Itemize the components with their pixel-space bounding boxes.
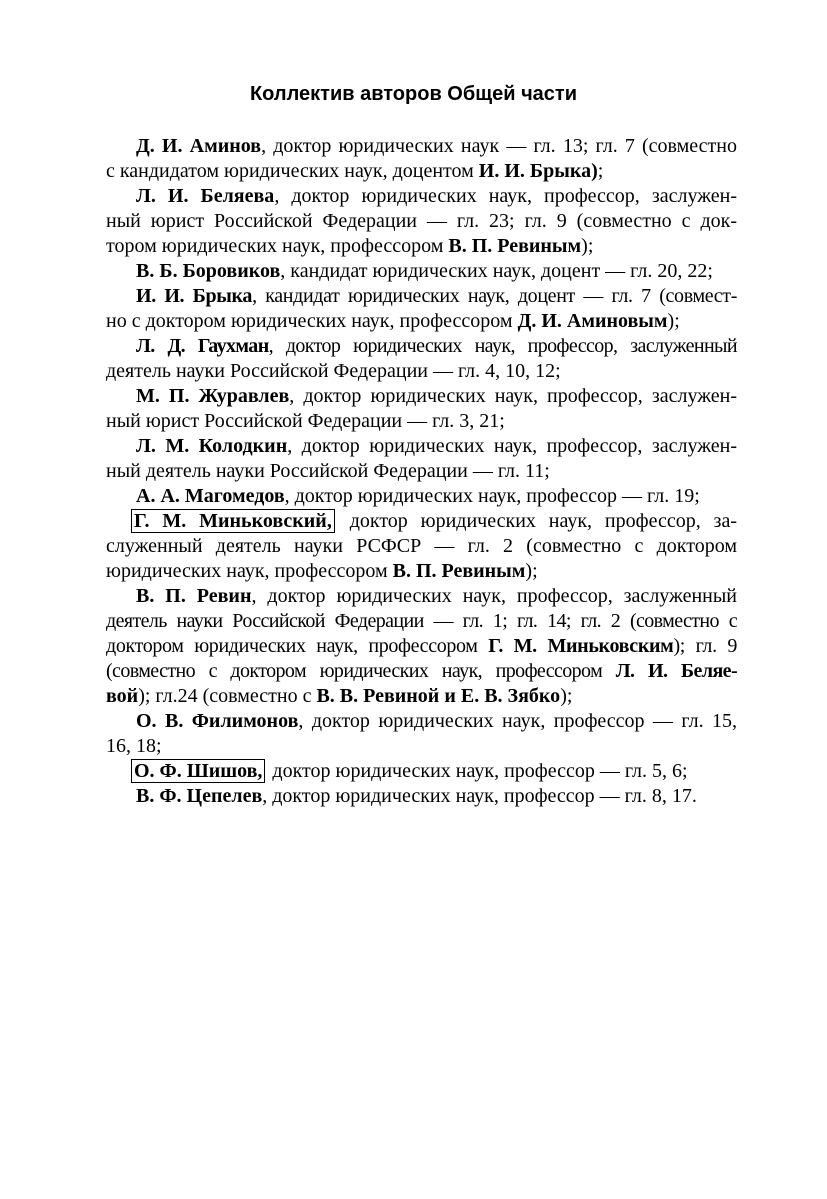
- author-entry-line: [106, 284, 737, 309]
- author-description: деятель науки Российской Федерации — гл. 1; гл. 14; гл. 2 (совместно с: [106, 610, 737, 632]
- author-name: Л. И. Беляева: [136, 185, 275, 207]
- coauthor-name: Л. И. Беляе-: [615, 660, 738, 682]
- author-name: Л. Д. Гаухман: [136, 335, 269, 357]
- coauthor-name: вой: [106, 685, 139, 707]
- author-entry-line: [106, 359, 737, 384]
- author-entry-line: [106, 784, 737, 809]
- author-entry-line: [106, 684, 737, 709]
- coauthor-name: В. В. Ревиной и Е. В. Зябко: [316, 685, 561, 707]
- author-entry-line: [106, 484, 737, 509]
- author-description: деятель науки Российской Федерации — гл. 4, 10, 12;: [106, 360, 561, 382]
- author-description: но с доктором юридических наук, профессором: [106, 310, 518, 332]
- coauthor-name: Г. М. Миньковским: [488, 635, 674, 657]
- author-description: доктором юридических наук, профессором: [106, 635, 489, 657]
- author-description: , доктор юридических наук — гл. 13; гл. 7 (совместно: [261, 135, 738, 157]
- author-description: с кандидатом юридических наук, доцентом: [106, 160, 479, 182]
- page-title: Коллектив авторов Общей части: [249, 83, 578, 105]
- author-description: служенный деятель науки РСФСР — гл. 2 (совместно с доктором: [106, 535, 737, 557]
- author-name-boxed: Г. М. Миньковский,: [131, 509, 335, 533]
- author-entry-line: [106, 209, 737, 234]
- author-entry-line: [106, 734, 737, 759]
- coauthor-name: В. П. Ревиным: [392, 560, 526, 582]
- author-description: );: [581, 235, 594, 257]
- author-description: ;: [597, 160, 604, 182]
- author-name: В. Б. Боровиков: [136, 260, 281, 282]
- coauthor-name: Д. И. Аминовым: [517, 310, 668, 332]
- author-description: ); гл. 9: [673, 635, 737, 657]
- author-entry-line: [106, 634, 737, 659]
- author-entry-line: [106, 384, 737, 409]
- author-description: , доктор юридических наук, профессор — гл. 19;: [284, 485, 700, 507]
- author-description: , доктор юридических наук, профессор, заслуженный: [251, 585, 738, 607]
- author-description: , кандидат юридических наук, доцент — гл. 20, 22;: [280, 260, 713, 282]
- author-description: юридических наук, профессором: [106, 560, 393, 582]
- coauthor-name: И. И. Брыка): [478, 160, 598, 182]
- author-description: );: [560, 685, 573, 707]
- author-description: , доктор юридических наук, профессор — гл. 8, 17.: [262, 785, 697, 807]
- author-entry-line: [106, 759, 737, 784]
- author-description: );: [667, 310, 680, 332]
- author-entry-line: [106, 334, 737, 359]
- author-description: , кандидат юридических наук, доцент — гл. 7 (совмест-: [252, 285, 738, 307]
- author-name: А. А. Магомедов: [136, 485, 285, 507]
- author-entry-line: [106, 659, 737, 684]
- author-name-boxed: О. Ф. Шишов,: [131, 759, 265, 783]
- author-description: ный юрист Российской Федерации — гл. 3, 21;: [106, 410, 505, 432]
- author-name: И. И. Брыка: [136, 285, 253, 307]
- author-name: В. П. Ревин: [136, 585, 252, 607]
- author-entry-line: [106, 534, 737, 559]
- authors-list: [106, 134, 737, 809]
- author-description: , доктор юридических наук, профессор, заслужен-: [289, 385, 737, 407]
- author-description: , доктор юридических наук, профессор — гл. 15,: [298, 710, 737, 732]
- author-name: О. В. Филимонов: [136, 710, 299, 732]
- author-description: ); гл.24 (совместно с: [138, 685, 317, 707]
- author-description: ный юрист Российской Федерации — гл. 23; гл. 9 (совместно с док-: [106, 210, 737, 232]
- author-entry-line: [106, 709, 737, 734]
- author-description: тором юридических наук, профессором: [106, 235, 449, 257]
- author-description: );: [525, 560, 538, 582]
- author-entry-line: [106, 409, 737, 434]
- author-name: Д. И. Аминов: [136, 135, 262, 157]
- author-entry-line: [106, 134, 737, 159]
- author-entry-line: [106, 259, 737, 284]
- author-entry-line: [106, 584, 737, 609]
- author-entry-line: [106, 459, 737, 484]
- author-entry-line: [106, 609, 737, 634]
- author-description: ный деятель науки Российской Федерации — гл. 11;: [106, 460, 550, 482]
- author-name: Л. М. Колодкин: [136, 435, 288, 457]
- author-entry-line: [106, 559, 737, 584]
- author-entry-line: [106, 234, 737, 259]
- author-entry-line: [106, 509, 737, 534]
- author-description: (совместно с доктором юридических наук, профессором: [106, 660, 616, 682]
- author-description: доктор юридических наук, профессор — гл. 5, 6;: [267, 760, 688, 782]
- author-name: М. П. Журавлев: [136, 385, 290, 407]
- author-description: , доктор юридических наук, профессор, заслужен-: [287, 435, 737, 457]
- author-entry-line: [106, 309, 737, 334]
- author-entry-line: [106, 159, 737, 184]
- coauthor-name: В. П. Ревиным: [448, 235, 582, 257]
- author-entry-line: [106, 184, 737, 209]
- author-description: доктор юридических наук, профессор, за-: [336, 510, 737, 532]
- author-description: 16, 18;: [106, 735, 162, 757]
- author-name: В. Ф. Цепелев: [136, 785, 263, 807]
- author-description: , доктор юридических наук, профессор, заслуженный: [268, 335, 737, 357]
- author-entry-line: [106, 434, 737, 459]
- author-description: , доктор юридических наук, профессор, заслужен-: [274, 185, 737, 207]
